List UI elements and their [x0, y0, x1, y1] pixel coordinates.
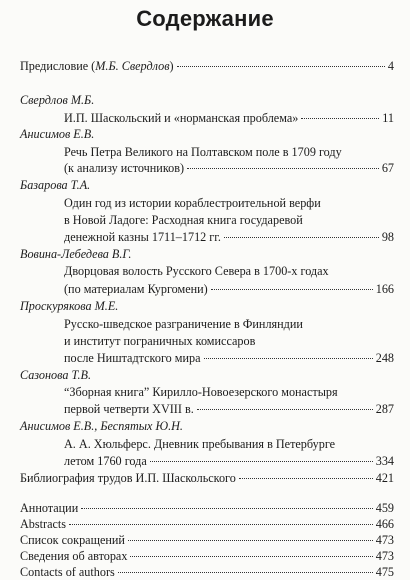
- toc-entry-back-matter[interactable]: [20, 564, 394, 580]
- page-number: 473: [375, 549, 394, 563]
- toc-author: Анисимов Е.В., Беспятых Ю.Н.: [20, 419, 183, 433]
- entry-title: (по материалам Кургомени): [64, 282, 208, 296]
- entry-title: Один год из истории кораблестроительной верфи: [64, 196, 321, 210]
- toc-entry-back-matter[interactable]: [20, 548, 394, 564]
- page-number: 459: [375, 501, 394, 515]
- entry-title: Contacts of authors: [20, 565, 115, 579]
- page-number: 67: [381, 161, 394, 175]
- toc-author: Базарова Т.А.: [20, 178, 91, 192]
- toc-author: Проскурякова М.Е.: [20, 299, 119, 313]
- entry-title: первой четверти XVIII в.: [64, 402, 194, 416]
- leader-dots: [118, 572, 373, 573]
- page-number: 421: [375, 471, 394, 485]
- page-number: 166: [375, 282, 394, 296]
- entry-title: Речь Петра Великого на Полтавском поле в 1709 году: [64, 145, 342, 159]
- toc-author: Вовина-Лебедева В.Г.: [20, 247, 132, 261]
- entry-title: “Зборная книга” Кирилло-Новоезерского монастыря: [64, 385, 338, 399]
- page-title: Содержание: [136, 6, 274, 31]
- page-number: 473: [375, 533, 394, 547]
- entry-title: А. А. Хюльферс. Дневник пребывания в Петербурге: [64, 437, 336, 451]
- page-number: 248: [375, 351, 394, 365]
- entry-title: Русско-шведское разграничение в Финляндии: [64, 317, 303, 331]
- preface-title: Предисловие (М.Б. Свердлов): [20, 59, 174, 73]
- toc-entry-back-matter[interactable]: [20, 500, 394, 516]
- entry-title: Аннотации: [20, 501, 79, 515]
- toc-author: Анисимов Е.В.: [20, 127, 95, 141]
- page-number: 11: [382, 111, 394, 125]
- entry-title: (к анализу источников): [64, 161, 185, 175]
- entry-title: И.П. Шаскольский и «норманская проблема»: [64, 111, 299, 125]
- entry-title: Abstracts: [20, 517, 67, 531]
- entry-title: Библиография трудов И.П. Шаскольского: [20, 471, 236, 485]
- toc-entry-back-matter[interactable]: [20, 532, 394, 548]
- leader-dots: [69, 524, 373, 525]
- page-number: 334: [375, 454, 394, 468]
- page-number: 287: [375, 402, 394, 416]
- entry-title: и институт пограничных комиссаров: [64, 334, 256, 348]
- entry-title: Дворцовая волость Русского Севера в 1700-х годах: [64, 264, 329, 278]
- page-number: 475: [375, 565, 394, 579]
- entry-title: летом 1760 года: [64, 454, 147, 468]
- entry-title: денежной казны 1711–1712 гг.: [64, 230, 221, 244]
- page-number: 98: [381, 230, 394, 244]
- entry-title: после Ништадтского мира: [64, 351, 201, 365]
- entry-title: Список сокращений: [20, 533, 125, 547]
- leader-dots: [130, 556, 372, 557]
- entry-title: Сведения об авторах: [20, 549, 128, 563]
- toc-author: Сазонова Т.В.: [20, 368, 92, 382]
- leader-dots: [128, 540, 373, 541]
- leader-dots: [81, 508, 372, 509]
- toc-author: Свердлов М.Б.: [20, 93, 95, 107]
- toc-entry-back-matter[interactable]: [20, 516, 394, 532]
- page-number: 4: [387, 59, 394, 73]
- page-number: 466: [375, 517, 394, 531]
- entry-title: в Новой Ладоге: Расходная книга государевой: [64, 213, 303, 227]
